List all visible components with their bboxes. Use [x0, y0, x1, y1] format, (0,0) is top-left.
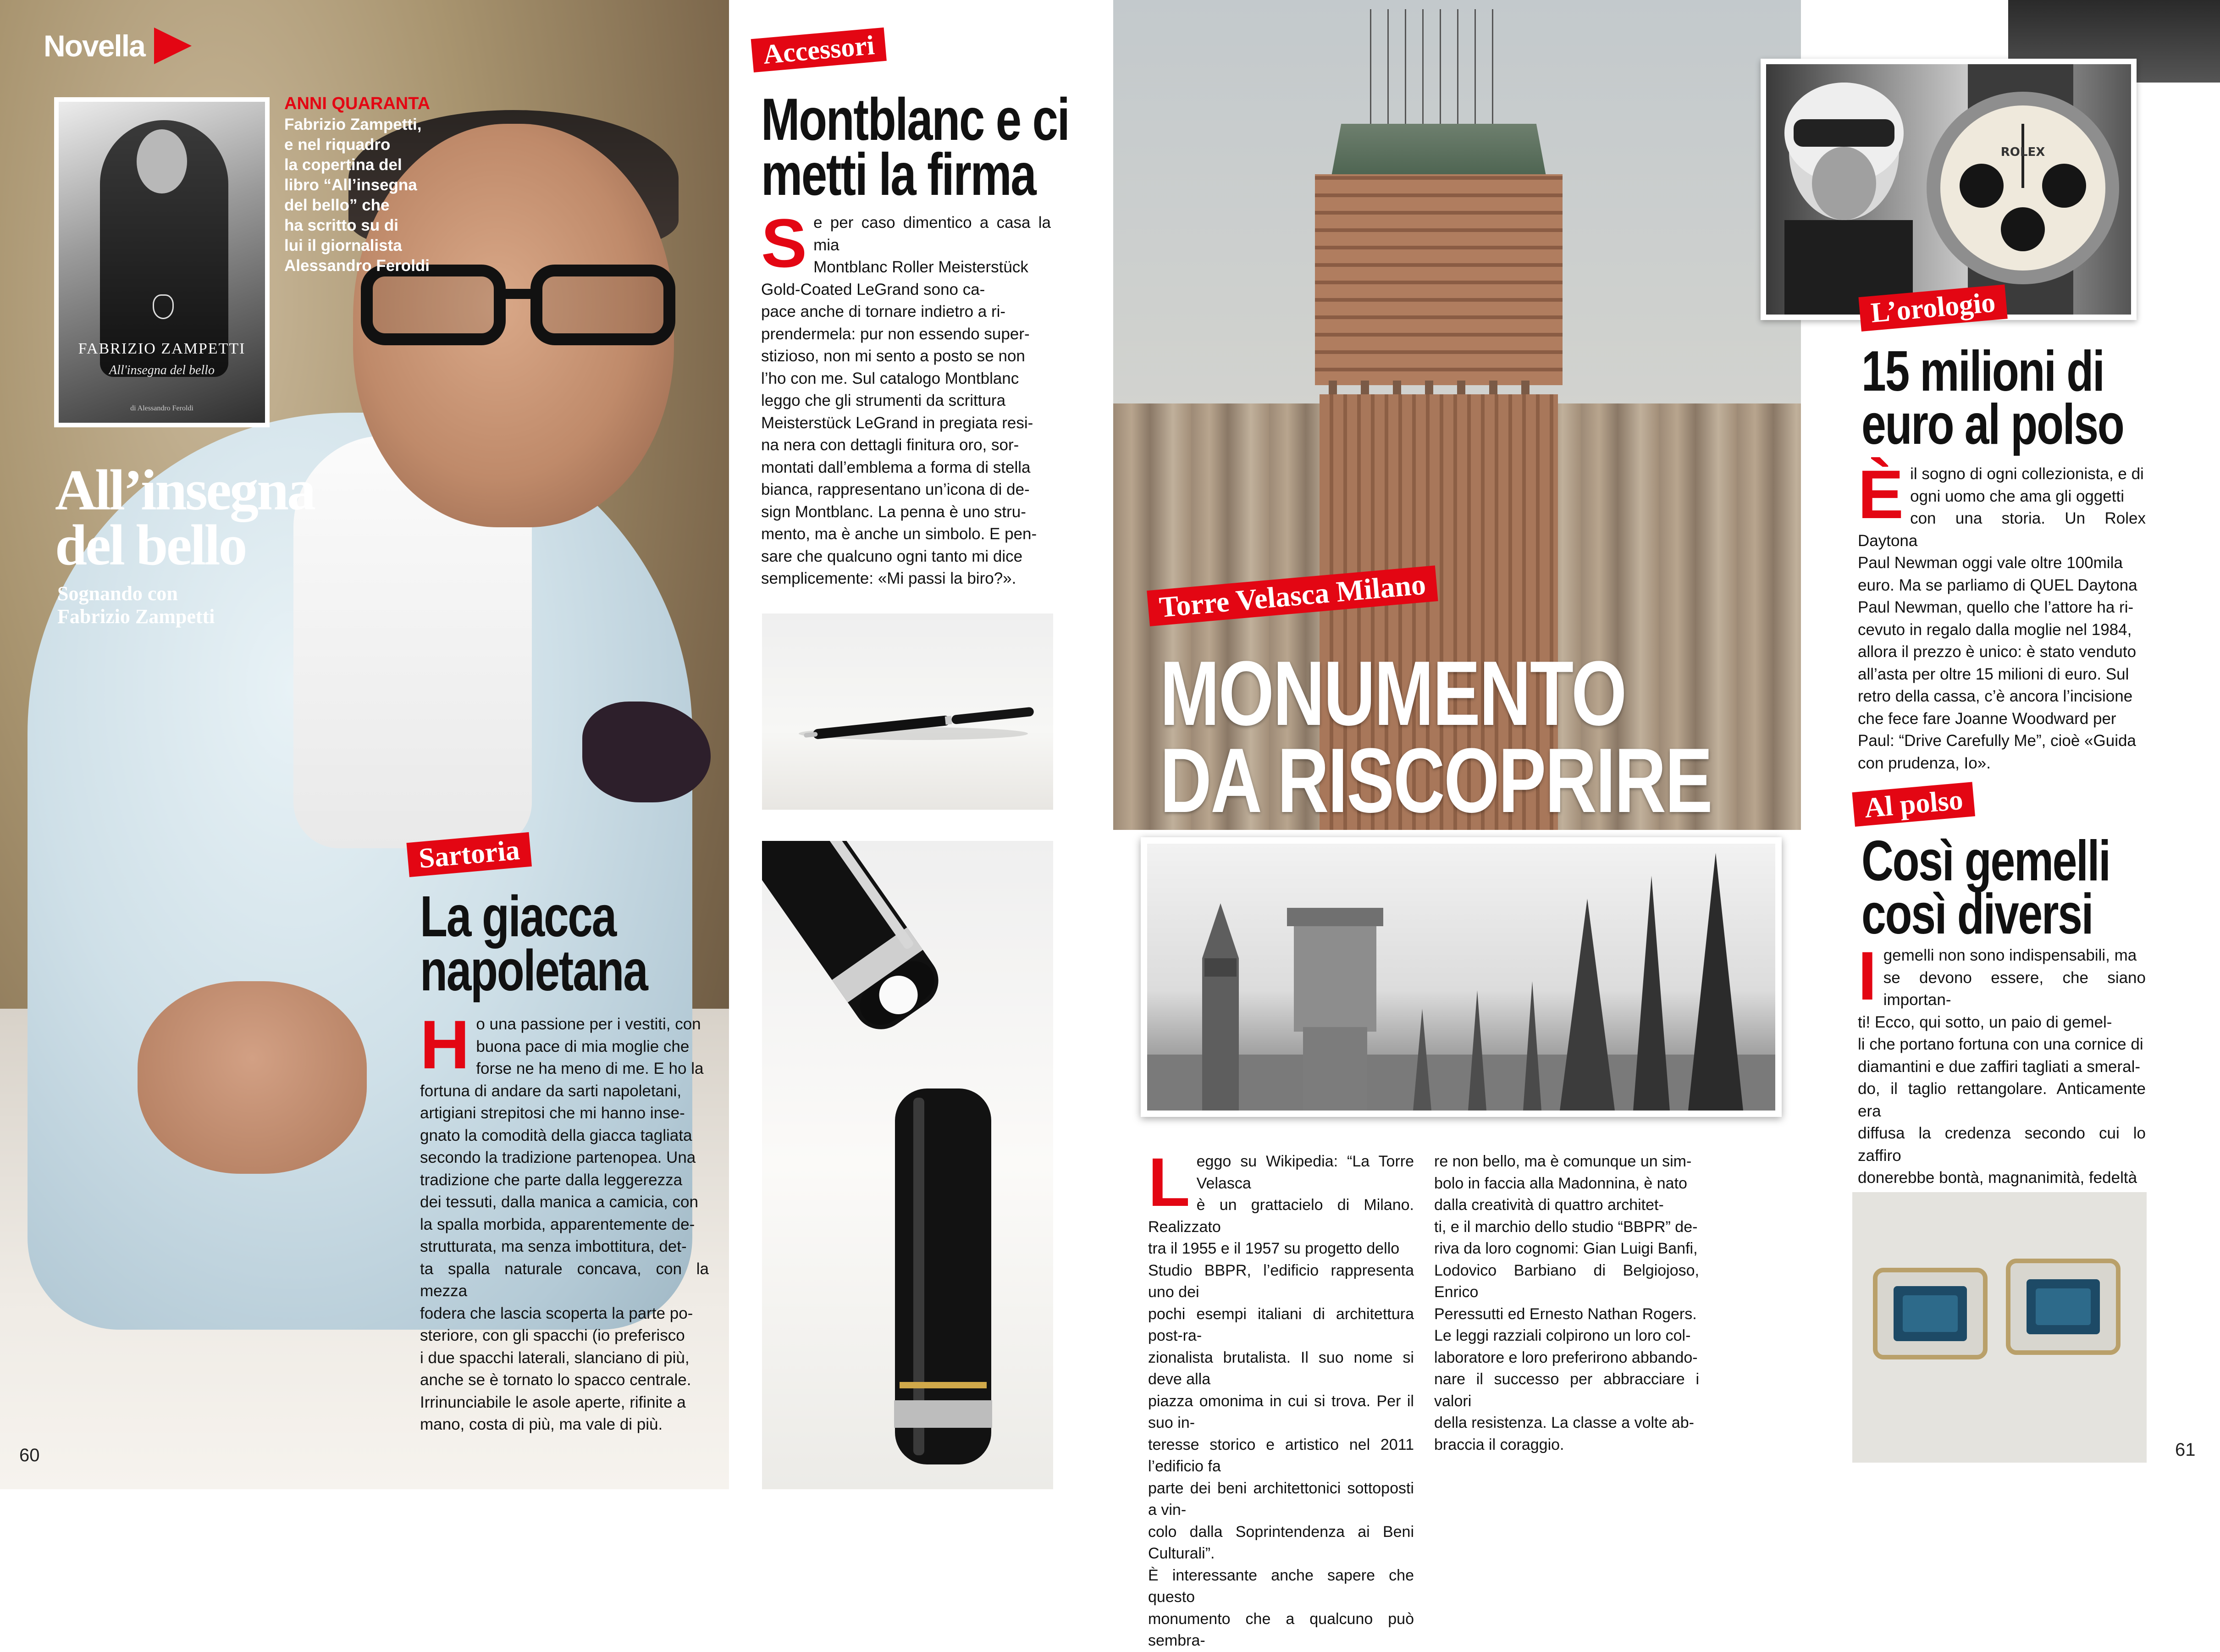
rolex-brand-label: ROLEX	[2000, 145, 2045, 159]
rolex-watch-icon	[1766, 64, 2131, 315]
book-cover-face	[137, 129, 187, 193]
article-body-orologio: È il sogno di ogni collezionista, e di ogni uomo che ama gli oggetti con una storia. Un Rolex Daytona Paul Newman oggi vale oltre 100mila euro. Ma se parliamo di QUEL Daytona Paul Newman, quello che l’attore ha ri- cevuto in regalo dalla moglie nel 1984, allora il prezzo è unico: è stato venduto all’asta per oltre 15 milioni di euro. Sul retro della cassa, c’è ancora l’incisione che fece fare Joanne Woodward per Paul: “Drive Carefully Me”, cioè «Guida con prudenza, Io».	[1858, 456, 2146, 772]
book-cover-title: All'insegna del bello	[109, 363, 215, 377]
section-tag-polso: Al polso	[1852, 782, 1975, 827]
duomo-bw-photo	[1141, 837, 1782, 1117]
cufflinks-photo	[1852, 1192, 2147, 1463]
rolex-photo	[1761, 59, 2137, 320]
article-title-sartoria: La giacca napoletana	[420, 884, 647, 1003]
brand-triangle-icon	[154, 28, 192, 64]
article-body-sartoria: H o una passione per i vestiti, con buona pace di mia moglie che forse ne ha meno di me. E ho la fortuna di andare da sarti napoletani, artigiani strepitosi che mi hanno inse- gnato la comodità della giacca tagliata secondo la tradizione partenopea. Una tradizione che parte dalla leggerezza dei tessuti, dalla manica a camicia, con la spalla morbida, apparentemente de- strutturata, ma senza imbottitura, det- ta spalla naturale concava, con la mezza fodera che lascia scoperta la parte po- steriore, con gli spacchi (io preferisco i due spacchi laterali, slanciano di più, anche se è tornato lo spacco centrale. Irrinunciabile le asole aperte, rifinite a mano, costa di più, ma vale di più.	[420, 1006, 709, 1433]
section-tag-torre: Torre Velasca Milano	[1147, 565, 1438, 626]
tower-upper-block	[1315, 174, 1563, 385]
cufflinks-icon	[1852, 1192, 2147, 1463]
dropcap-h: H	[420, 1006, 470, 1083]
article-body-torre-col1: L eggo su Wikipedia: “La Torre Velasca è un grattacielo di Milano. Realizzato tra il 1955 e il 1957 su progetto dello Studio BBPR, l’edificio rappresenta uno dei pochi esempi italiani di architettura post-ra- zionalista brutalista. Il suo nome si deve alla piazza omonima in cui si trova. Per il suo in- teresse storico e artistico nel 2011 l’edificio fa parte dei beni architettonici sottoposti a vin- colo dalla Soprintendenza ai Beni Culturali”. È interessante anche sapere che questo monumento che a qualcuno può sembra-	[1148, 1144, 1414, 1649]
article-body-torre-col2: re non bello, ma è comunque un sim- bolo in faccia alla Madonnina, è nato dalla creatività di quattro architet- ti, e il marchio dello studio “BBPR” de- riva da loro cognomi: Gian Luigi Banfi, Lodovico Barbiano di Belgiojoso, Enrico Peressutti ed Ernesto Nathan Rogers. Le leggi razziali colpirono un loro col- laboratore e loro preferirono abbando- nare il successo per abbracciare i valori della resistenza. La classe a volte ab- braccia il coraggio.	[1434, 1153, 1699, 1453]
dropcap-s: S	[761, 204, 807, 282]
dropcap-l: L	[1148, 1144, 1190, 1221]
page-number-right: 61	[2175, 1440, 2196, 1460]
brand-logo: Novella	[44, 29, 145, 63]
duomo-skyline-icon	[1147, 844, 1775, 1111]
article-title-polso: Così gemelli così diversi	[1861, 829, 2110, 946]
article-body-accessori: S e per caso dimentico a casa la mia Montblanc Roller Meisterstück Gold-Coated LeGrand sono ca- pace anche di tornare indietro a ri- prendermela: pur non essendo super- stizioso, non mi sento a posto se non l’ho con me. Sul catalogo Montblanc leggo che gli strumenti da scrittura Meisterstück LeGrand in pregiata resi- na nera con dettagli finitura oro, sor- montati dall’emblema a forma di stella bianca, rappresentano un’icona di de- sign Montblanc. La penna è uno stru- mento, ma è anche un simbolo. E pen- sare che qualcuno ogni tanto mi dice semplicemente: «Mi passi la biro?».	[761, 204, 1051, 587]
section-tag-accessori: Accessori	[751, 28, 887, 72]
section-tag-orologio: L’orologio	[1858, 284, 2007, 332]
pen-photo-closed	[762, 613, 1053, 810]
main-subheadline: Sognando con Fabrizio Zampetti	[57, 582, 215, 628]
book-cover-author: FABRIZIO ZAMPETTI	[78, 340, 246, 357]
page-number-left: 60	[19, 1445, 40, 1465]
pen-icon	[762, 613, 1053, 810]
pen-photo-closeup	[762, 841, 1053, 1489]
section-tag-sartoria: Sartoria	[406, 832, 532, 877]
book-cover-image	[54, 97, 270, 427]
article-title-accessori: Montblanc e ci metti la firma	[761, 86, 1069, 208]
article-title-orologio: 15 milioni di euro al polso	[1861, 340, 2124, 456]
antennas	[1370, 9, 1508, 128]
crest-icon	[153, 294, 174, 319]
pen-closeup-icon	[762, 841, 1053, 1489]
article-title-torre: MONUMENTO DA RISCOPRIRE	[1160, 642, 1712, 832]
caption-text: Fabrizio Zampetti, e nel riquadro la copertina del libro “All’insegna del bello” che ha scritto su di lui il giornalista Alessandro Feroldi	[284, 116, 430, 275]
caption-label: ANNI QUARANTA	[284, 94, 431, 113]
article-body-polso: I gemelli non sono indispensabili, ma se devono essere, che siano importan- ti! Ecco, qui sotto, un paio di gemel- li che portano fortuna con una cornice di diamantini e due zaffiri tagliati a smeral- do, il taglio rettangolare. Anticamente era diffusa la credenza secondo cui lo zaffiro donerebbe bontà, magnanimità, fedeltà	[1858, 937, 2146, 1187]
main-headline: All’insegna del bello	[55, 459, 315, 577]
dropcap-i: I	[1858, 937, 1877, 1014]
book-cover-byline: di Alessandro Feroldi	[130, 404, 193, 412]
tower-roof	[1310, 124, 1567, 179]
hands-shape	[138, 981, 367, 1174]
dropcap-e: È	[1858, 456, 1904, 533]
